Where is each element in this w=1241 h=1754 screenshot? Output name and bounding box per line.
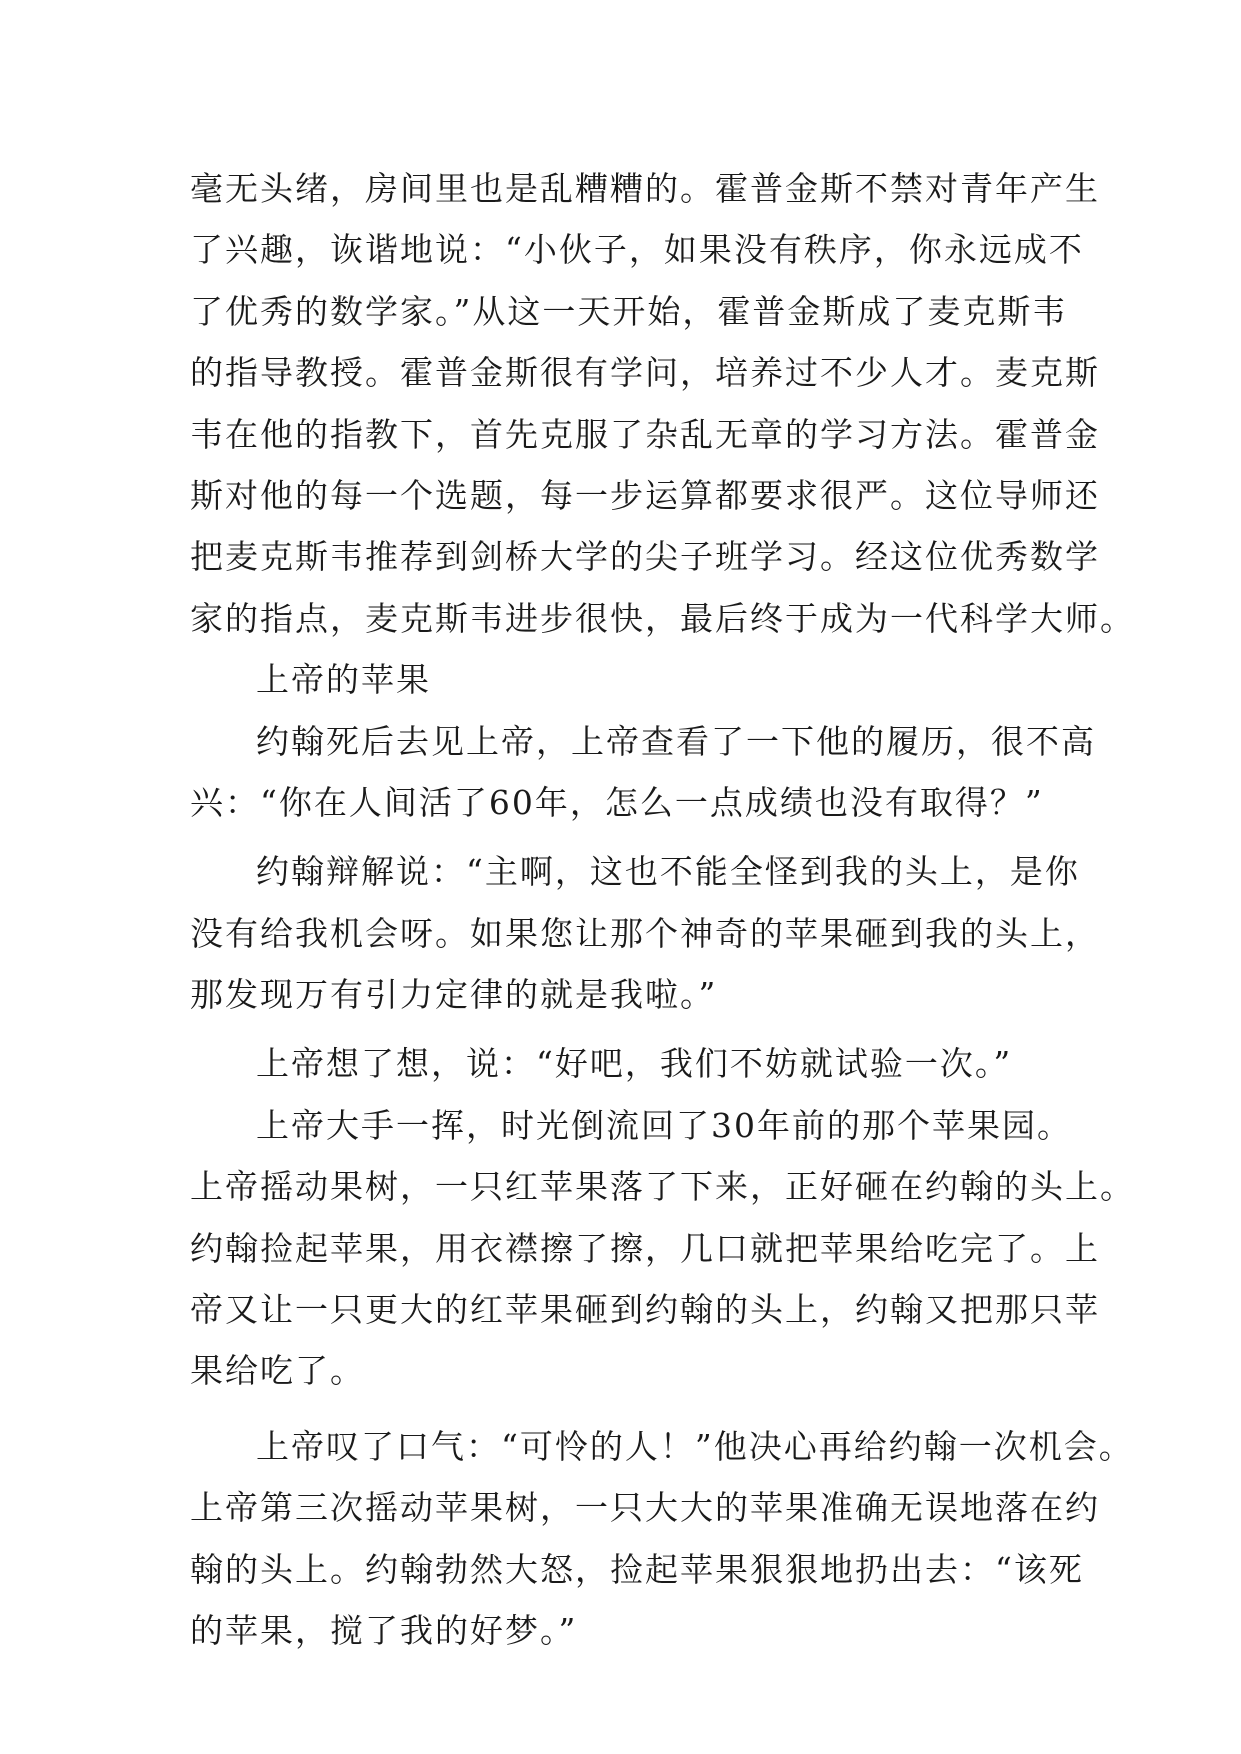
text-line: 的苹果，搅了我的好梦。”: [190, 1610, 578, 1650]
text-line: 斯对他的每一个选题，每一步运算都要求很严。这位导师还: [190, 475, 1100, 515]
text-line: 韦在他的指教下，首先克服了杂乱无章的学习方法。霍普金: [190, 414, 1100, 454]
text-line: 上帝大手一挥，时光倒流回了30年前的那个苹果园。: [256, 1105, 1072, 1145]
text-line: 了优秀的数学家。”从这一天开始，霍普金斯成了麦克斯韦: [190, 291, 1068, 331]
text-line: 家的指点，麦克斯韦进步很快，最后终于成为一代科学大师。: [190, 598, 1135, 638]
text-line: 的指导教授。霍普金斯很有学问，培养过不少人才。麦克斯: [190, 353, 1100, 393]
story-text: [190, 158, 1135, 1661]
text-line: 兴：“你在人间活了60年，怎么一点成绩也没有取得？”: [190, 782, 1044, 822]
text-line: 约翰捡起苹果，用衣襟擦了擦，几口就把苹果给吃完了。上: [190, 1228, 1100, 1268]
text-line: 了兴趣，诙谐地说：“小伙子，如果没有秩序，你永远成不: [190, 230, 1084, 270]
text-line: 上帝摇动果树，一只红苹果落了下来，正好砸在约翰的头上。: [190, 1167, 1135, 1207]
text-line: 那发现万有引力定律的就是我啦。”: [190, 975, 718, 1015]
text-line: 上帝叹了口气：“可怜的人！”他决心再给约翰一次机会。: [256, 1426, 1134, 1466]
section-title: 上帝的苹果: [256, 660, 431, 700]
text-line: 上帝想了想，说：“好吧，我们不妨就试验一次。”: [256, 1044, 1013, 1084]
text-line: 翰的头上。约翰勃然大怒，捡起苹果狠狠地扔出去：“该死: [190, 1549, 1084, 1589]
text-line: 上帝第三次摇动苹果树，一只大大的苹果准确无误地落在约: [190, 1488, 1100, 1528]
text-line: 果给吃了。: [190, 1351, 365, 1391]
text-line: 毫无头绪，房间里也是乱糟糟的。霍普金斯不禁对青年产生: [190, 169, 1100, 208]
text-line: 把麦克斯韦推荐到剑桥大学的尖子班学习。经这位优秀数学: [190, 537, 1100, 577]
text-line: 帝又让一只更大的红苹果砸到约翰的头上，约翰又把那只苹: [190, 1290, 1100, 1330]
text-line: 约翰死后去见上帝，上帝查看了一下他的履历，很不高: [256, 721, 1096, 761]
text-line: 没有给我机会呀。如果您让那个神奇的苹果砸到我的头上，: [190, 913, 1100, 953]
text-line: 约翰辩解说：“主啊，这也不能全怪到我的头上，是你: [256, 852, 1080, 892]
